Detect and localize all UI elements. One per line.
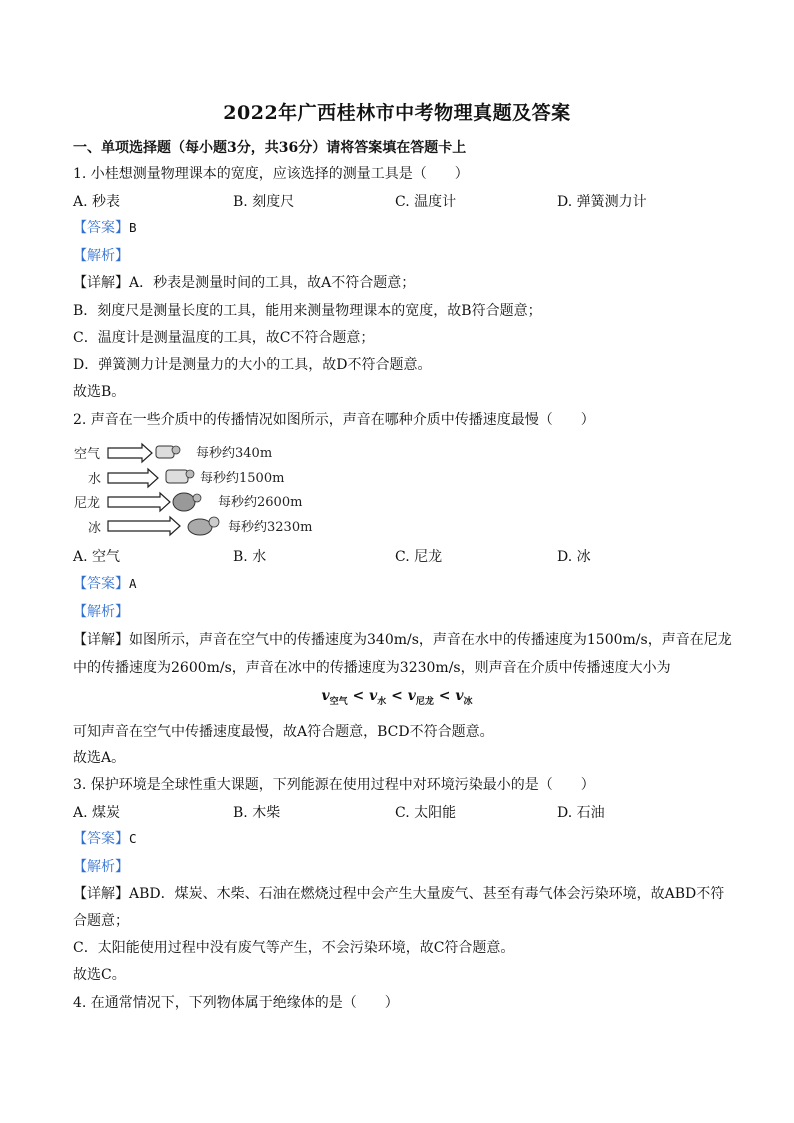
q1-conclusion: 故选B。 [73,384,126,400]
q2-option-a: A. 空气 [73,549,121,565]
q1-answer-value: B [129,220,137,235]
speed-label-air: 每秒约340m [196,446,273,461]
arrow-icon [108,444,152,462]
q1-option-b: B. 刻度尺 [233,194,295,210]
formula-op: < [352,688,365,704]
formula-sub: 尼龙 [415,696,434,707]
detail-tag: 【详解】 [73,886,129,902]
q3-detail-2: C．太阳能使用过程中没有废气等产生，不会污染环境，故C符合题意。 [73,940,515,956]
q3-option-c: C. 太阳能 [395,805,457,821]
sound-speed-figure [72,436,332,540]
q2-detail-1: 中的传播速度为2600m/s，声音在冰中的传播速度为3230m/s，则声音在介质中传播速度大小为 [73,660,671,676]
animal-icon [173,493,201,511]
q2-detail-text-0: 如图所示，声音在空气中的传播速度为340m/s，声音在水中的传播速度为1500m/s，声音在尼龙 [129,632,732,648]
animal-icon [188,517,219,535]
q2-analysis-tag: 【解析】 [73,604,129,620]
q3-stem: 3. 保护环境是全球性重大课题，下列能源在使用过程中对环境污染最小的是（ ） [73,777,595,793]
q1-answer [73,218,137,238]
medium-label-ice: 冰 [88,521,102,536]
formula-v: v [369,688,378,704]
q1-option-d: D. 弹簧测力计 [557,194,647,210]
q2-after: 可知声音在空气中传播速度最慢，故A符合题意，BCD不符合题意。 [73,724,494,740]
q3-answer [73,829,137,849]
speed-label-ice: 每秒约3230m [228,520,313,535]
formula-v: v [407,688,416,704]
q1-detail-1: B．刻度尺是测量长度的工具，能用来测量物理课本的宽度，故B符合题意； [73,303,542,319]
answer-tag: 【答案】 [73,576,129,592]
medium-label-nylon: 尼龙 [74,496,101,511]
q2-option-b: B. 水 [233,549,267,565]
q1-detail-0 [73,273,415,293]
q1-detail-text-0: A．秒表是测量时间的工具，故A不符合题意； [129,275,416,291]
formula-sub: 空气 [329,696,348,707]
q3-option-b: B. 木柴 [233,805,281,821]
page-title: 2022年广西桂林市中考物理真题及答案 [223,102,571,124]
formula-v: v [321,688,330,704]
q3-conclusion: 故选C。 [73,967,126,983]
detail-tag: 【详解】 [73,275,129,291]
speed-label-water: 每秒约1500m [200,471,285,486]
answer-tag: 【答案】 [73,220,129,236]
animal-icon [166,470,194,483]
q2-conclusion: 故选A。 [73,750,126,766]
q2-option-c: C. 尼龙 [395,549,443,565]
q2-detail-0 [73,630,732,650]
q3-detail-1: 合题意； [73,913,129,929]
q3-answer-value: C [129,831,137,846]
formula-sub: 冰 [463,696,473,707]
speed-label-nylon: 每秒约2600m [218,495,303,510]
q1-option-c: C. 温度计 [395,194,457,210]
speed-formula [0,688,794,707]
answer-tag: 【答案】 [73,831,129,847]
q3-detail-text-0: ABD．煤炭、木柴、石油在燃烧过程中会产生大量废气、甚至有毒气体会污染环境，故ABD不符 [129,886,725,902]
medium-label-air: 空气 [74,447,101,462]
q3-detail-0 [73,884,724,904]
q2-answer-value: A [129,576,137,591]
q1-stem: 1. 小桂想测量物理课本的宽度，应该选择的测量工具是（ ） [73,166,469,182]
formula-op: < [391,688,403,704]
medium-label-water: 水 [88,472,102,487]
arrow-icon [108,493,170,511]
q1-analysis-tag: 【解析】 [73,248,129,264]
q1-detail-2: C．温度计是测量温度的工具，故C不符合题意； [73,330,375,346]
detail-tag: 【详解】 [73,632,129,648]
arrow-icon [108,469,158,487]
q2-option-d: D. 冰 [557,549,591,565]
formula-op: < [438,688,451,704]
q1-detail-3: D．弹簧测力计是测量力的大小的工具，故D不符合题意。 [73,357,432,373]
animal-icon [156,446,180,458]
q1-option-a: A. 秒表 [73,194,121,210]
q2-answer [73,574,137,594]
q3-analysis-tag: 【解析】 [73,859,129,875]
arrow-icon [108,517,180,535]
q3-option-a: A. 煤炭 [73,805,121,821]
section-heading: 一、单项选择题（每小题3分，共36分）请将答案填在答题卡上 [73,140,467,156]
formula-v: v [455,688,464,704]
q2-stem: 2. 声音在一些介质中的传播情况如图所示，声音在哪种介质中传播速度最慢（ ） [73,412,595,428]
q4-stem: 4. 在通常情况下，下列物体属于绝缘体的是（ ） [73,995,399,1011]
q3-option-d: D. 石油 [557,805,605,821]
formula-sub: 水 [377,696,387,707]
